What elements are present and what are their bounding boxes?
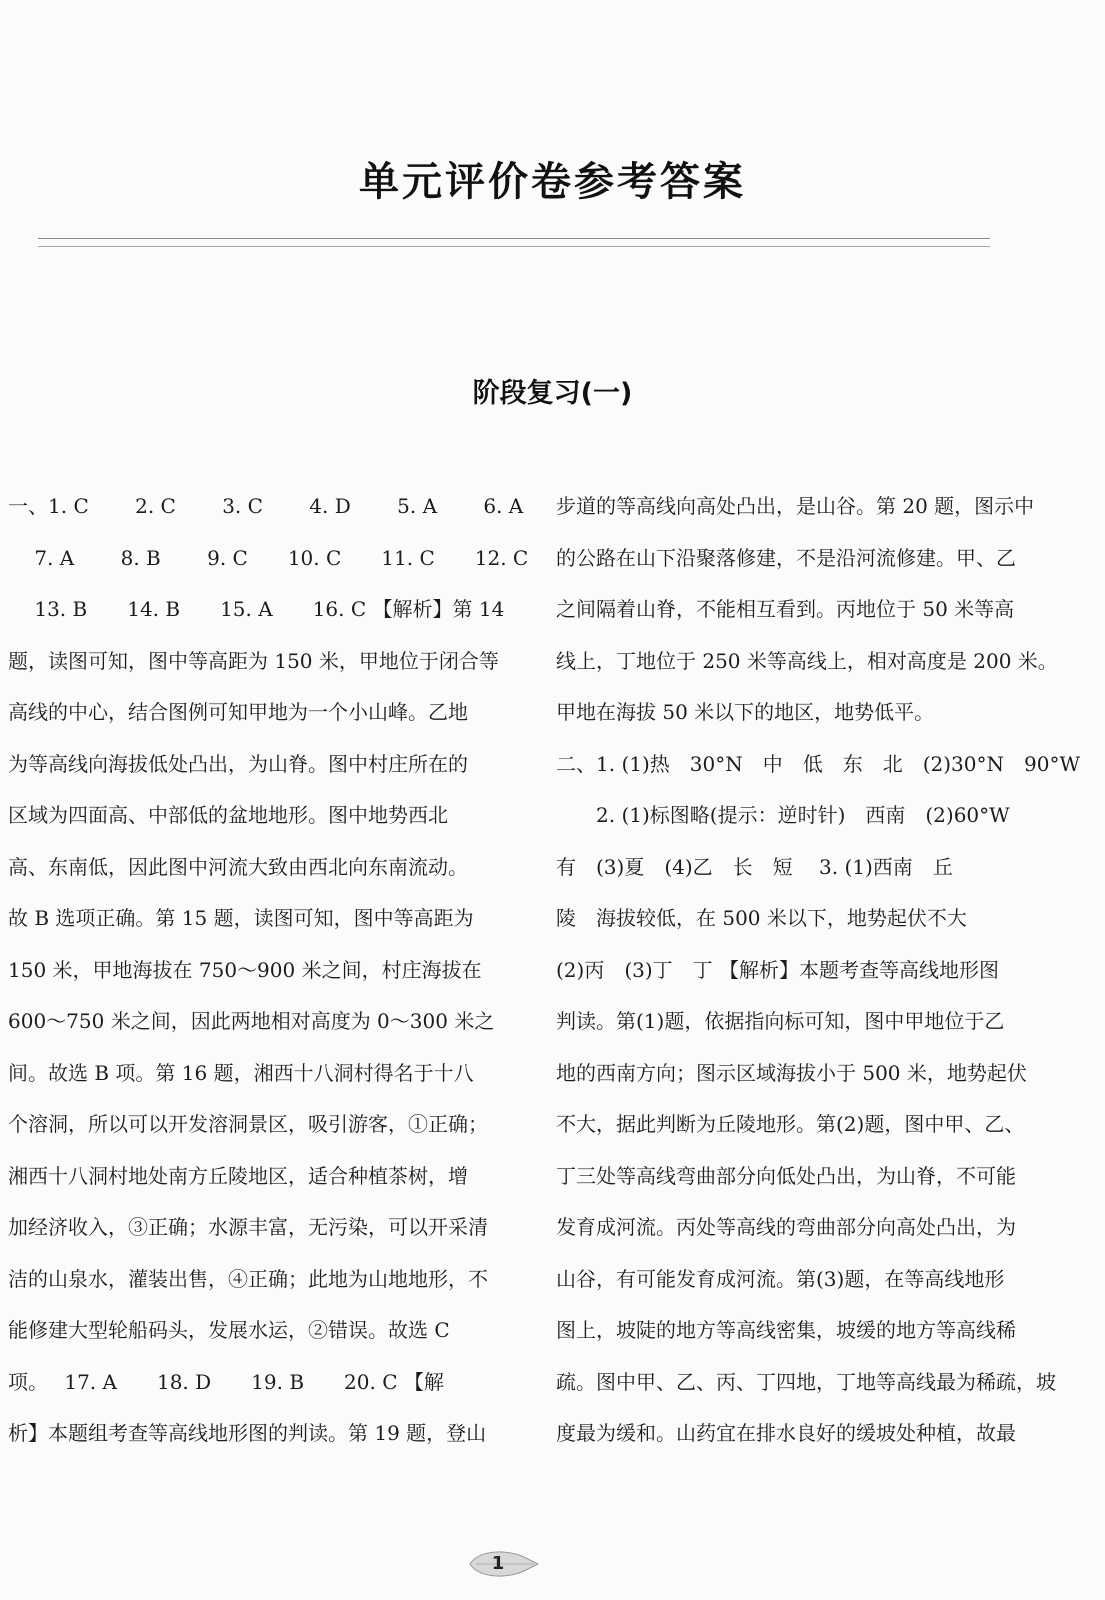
text-line: 间。故选 B 项。第 16 题，湘西十八洞村得名于十八 [8,1060,474,1085]
text-line: 150 米，甲地海拔在 750～900 米之间，村庄海拔在 [8,957,482,982]
left-column [8,486,529,1465]
title-rule-top [38,238,990,239]
text-line: 加经济收入，③正确；水源丰富，无污染，可以开采清 [8,1215,488,1239]
text-line: (2)丙 (3)丁 丁 【解析】本题考查等高线地形图 [556,957,1000,982]
text-line: 故 B 选项正确。第 15 题，读图可知，图中等高距为 [8,906,474,930]
text-line: 能修建大型轮船码头，发展水运，②错误。故选 C [8,1318,450,1342]
text-line: 甲地在海拔 50 米以下的地区，地势低平。 [556,700,935,724]
text-line: 湘西十八洞村地处南方丘陵地区，适合种植茶树，增 [8,1163,468,1188]
text-line: 山谷，有可能发育成河流。第(3)题，在等高线地形 [556,1266,1005,1291]
page-title: 单元评价卷参考答案 [359,159,746,205]
text-line: 判读。第(1)题，依据指向标可知，图中甲地位于乙 [556,1009,1005,1033]
text-line: 步道的等高线向高处凸出，是山谷。第 20 题，图示中 [556,494,1035,518]
text-line: 不大，据此判断为丘陵地形。第(2)题，图中甲、乙、 [556,1112,1025,1136]
title-rule-bottom [38,246,990,247]
text-line: 个溶洞，所以可以开发溶洞景区，吸引游客，①正确； [8,1112,488,1136]
text-line: 度最为缓和。山药宜在排水良好的缓坡处种植，故最 [556,1421,1016,1445]
text-line: 发育成河流。丙处等高线的弯曲部分向高处凸出，为 [556,1215,1016,1239]
text-line: 项。 17. A 18. D 19. B 20. C 【解 [8,1369,444,1394]
page-number-badge [468,1547,540,1581]
right-column [556,486,1081,1465]
text-line: 图上，坡陡的地方等高线密集，坡缓的地方等高线稀 [556,1318,1016,1342]
text-line: 7. A 8. B 9. C 10. C 11. C 12. C [8,545,529,570]
text-line: 高线的中心，结合图例可知甲地为一个小山峰。乙地 [8,700,468,724]
text-line: 题，读图可知，图中等高距为 150 米，甲地位于闭合等 [8,648,499,673]
text-line: 2. (1)标图略(提示：逆时针) 西南 (2)60°W [556,803,1010,827]
text-line: 丁三处等高线弯曲部分向低处凸出，为山脊，不可能 [556,1163,1016,1188]
text-line: 析】本题组考查等高线地形图的判读。第 19 题，登山 [8,1421,487,1445]
section-title: 阶段复习(一) [472,378,633,409]
text-line: 二、1. (1)热 30°N 中 低 东 北 (2)30°N 90°W [556,751,1081,776]
text-line: 之间隔着山脊，不能相互看到。丙地位于 50 米等高 [556,597,1015,621]
text-line: 为等高线向海拔低处凸出，为山脊。图中村庄所在的 [8,751,468,776]
page-number: 1 [491,1553,505,1574]
text-line: 疏。图中甲、乙、丙、丁四地，丁地等高线最为稀疏，坡 [556,1369,1056,1394]
text-line: 有 (3)夏 (4)乙 长 短 3. (1)西南 丘 [556,854,953,879]
text-line: 高、东南低，因此图中河流大致由西北向东南流动。 [8,854,468,879]
text-line: 一、1. C 2. C 3. C 4. D 5. A 6. A [8,494,524,518]
text-line: 洁的山泉水，灌装出售，④正确；此地为山地地形，不 [8,1266,488,1291]
text-line: 地的西南方向；图示区域海拔小于 500 米，地势起伏 [556,1060,1027,1085]
text-line: 区域为四面高、中部低的盆地地形。图中地势西北 [8,803,448,827]
text-line: 线上，丁地位于 250 米等高线上，相对高度是 200 米。 [556,648,1058,673]
text-line: 600～750 米之间，因此两地相对高度为 0～300 米之 [8,1009,495,1033]
text-line: 的公路在山下沿聚落修建，不是沿河流修建。甲、乙 [556,545,1016,570]
text-line: 13. B 14. B 15. A 16. C 【解析】第 14 [8,597,505,621]
text-line: 陵 海拔较低，在 500 米以下，地势起伏不大 [556,906,967,930]
